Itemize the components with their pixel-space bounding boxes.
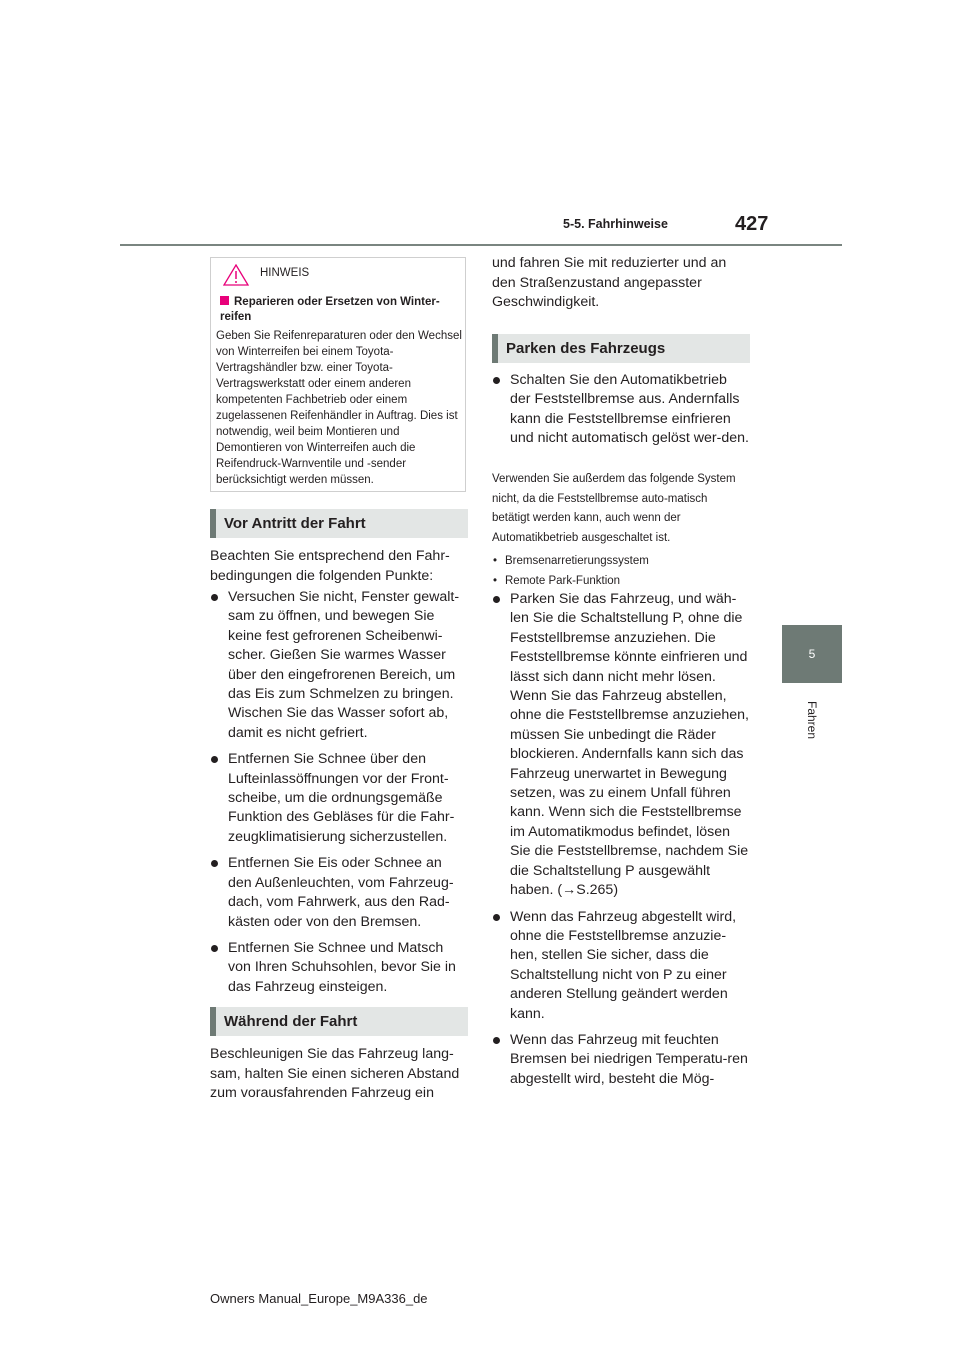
while-driving-text-left: Beschleunigen Sie das Fahrzeug lang-sam, halten Sie einen sicheren Abstand zum vorausfahrenden Fahrzeug ein <box>210 1046 460 1102</box>
parking-note: Verwenden Sie außerdem das folgende System nicht, da die Feststellbremse auto-matisch betätigt werden kann, auch wenn der Automatikbetrieb ausgeschaltet ist. <box>492 473 736 544</box>
notice-body: Geben Sie Reifenreparaturen oder den Wechsel von Winterreifen bei einem Toyota-Vertragshändler bzw. einer Toyota-Vertragswerkstatt oder einem anderen kompetenten Fachbetrieb oder einem zugelassenen Reifenhändler in Auftrag. Dies ist notwendig, weil beim Montieren und Demontieren von Winterreifen auch die Reifendruck-Warnventile und -sender berücksichtigt werden müssen. <box>216 330 462 486</box>
chapter-number: 5 <box>808 647 816 661</box>
parking-list-1 <box>492 371 750 456</box>
list-item: • Remote Park-Funktion <box>492 572 742 592</box>
list-item: • Bremsenarretierungssystem <box>492 552 742 572</box>
notice-box <box>210 257 466 492</box>
section-title: 5-5. Fahrhinweise <box>563 217 668 231</box>
chapter-tab[interactable] <box>782 625 842 683</box>
list-item: Wenn das Fahrzeug abgestellt wird, ohne die Feststellbremse anzuzie-hen, stellen Sie sicher, dass die Schaltstellung nicht von P zu einer anderen Stellung geändert werden kann. <box>492 908 750 1024</box>
before-driving-list <box>210 588 468 1004</box>
list-item: Wenn das Fahrzeug mit feuchten Bremsen bei niedrigen Temperatu-ren abgestellt wird, besteht die Mög- <box>492 1031 750 1089</box>
heading-parking: Parken des Fahrzeugs <box>492 334 750 363</box>
list-item: Entfernen Sie Schnee über den Lufteinlassöffnungen vor der Front-scheibe, um die ordnungsgemäße Funktion des Gebläses für die Fahr-zeugklimatisierung sicherzustellen. <box>210 750 468 847</box>
header-divider <box>120 244 842 246</box>
list-item: Parken Sie das Fahrzeug, und wäh-len Sie die Schaltstellung P, ohne die Feststellbremse anzuziehen. Die Feststellbremse könnte einfrieren und lässt sich dann nicht mehr lösen. Wenn Sie das Fahrzeug abstellen, ohne die Feststellbremse anzuziehen, müssen Sie unbedingt die Räder blockieren. Andernfalls kann sich das Fahrzeug unerwartet in Bewegung setzen, was zu einem Unfall führen kann. Wenn sich die Feststellbremse im Automatikmodus befindet, lösen Sie die Feststellbremse, nachdem Sie die Schaltstellung P ausgewählt haben. (→S.265) <box>492 590 750 901</box>
footer-text: Owners Manual_Europe_M9A336_de <box>210 1291 428 1306</box>
list-item: Versuchen Sie nicht, Fenster gewalt-sam zu öffnen, und bewegen Sie keine fest gefrorenen Scheibenwi-scher. Gießen Sie warmes Wasser über den eingefrorenen Bereich, um das Eis zum Schmelzen zu bringen. Wischen Sie das Wasser sofort ab, damit es nicht gefriert. <box>210 588 468 743</box>
notice-title: HINWEIS <box>260 267 310 279</box>
heading-before-driving: Vor Antritt der Fahrt <box>210 509 468 538</box>
chapter-label: Fahren <box>805 700 819 740</box>
warning-icon <box>223 264 249 286</box>
parking-sub-list <box>492 552 742 591</box>
while-driving-text-right: und fahren Sie mit reduzierter und an den Straßenzustand angepasster Geschwindigkeit. <box>492 255 727 311</box>
heading-while-driving: Während der Fahrt <box>210 1007 468 1036</box>
list-item: Entfernen Sie Schnee und Matsch von Ihren Schuhsohlen, bevor Sie in das Fahrzeug einsteigen. <box>210 939 468 997</box>
list-item: Schalten Sie den Automatikbetrieb der Feststellbremse aus. Andernfalls kann die Feststellbremse einfrieren und nicht automatisch gelöst wer-den. <box>492 371 750 449</box>
notice-subtitle: Reparieren oder Ersetzen von Winter-reifen <box>220 296 440 323</box>
parking-list-2 <box>492 590 750 1096</box>
page-number: 427 <box>735 213 769 235</box>
before-driving-intro: Beachten Sie entsprechend den Fahr-bedingungen die folgenden Punkte: <box>210 548 450 584</box>
square-bullet-icon <box>220 296 229 305</box>
list-item: Entfernen Sie Eis oder Schnee an den Außenleuchten, vom Fahrzeug-dach, vom Fahrwerk, aus den Rad-kästen oder von den Bremsen. <box>210 854 468 932</box>
